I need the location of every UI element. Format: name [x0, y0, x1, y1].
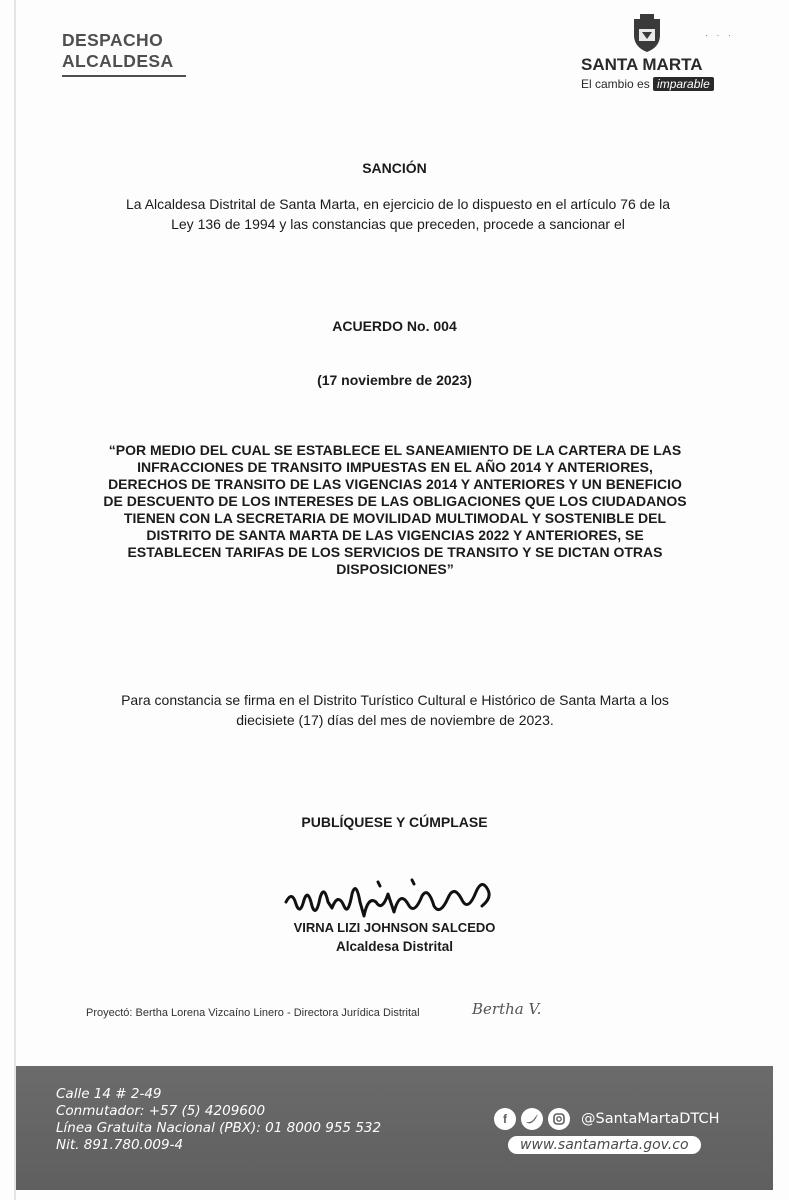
social-handle[interactable]: @SantaMartaDTCH — [581, 1111, 720, 1127]
office-line2: ALCALDESA — [62, 51, 174, 71]
crest-icon — [630, 13, 664, 53]
city-name: SANTA MARTA — [581, 55, 703, 74]
social-row — [494, 1108, 719, 1130]
website-link[interactable]: www.santamarta.gov.co — [508, 1136, 701, 1154]
office-line1: DESPACHO — [62, 30, 164, 50]
scan-specks: · · · — [705, 30, 734, 40]
instagram-icon[interactable] — [548, 1108, 570, 1130]
signer-name-text: VIRNA LIZI JOHNSON SALCEDO — [293, 920, 496, 935]
proyecto-line: Proyectó: Bertha Lorena Vizcaíno Linero - Directora Jurídica Distrital — [86, 1007, 420, 1019]
acuerdo-description: “POR MEDIO DEL CUAL SE ESTABLECE EL SANEAMIENTO DE LA CARTERA DE LAS INFRACCIONES DE TRANSITO IMPUESTAS EN EL AÑO 2014 Y ANTERIORES, DERECHOS DE TRANSITO DE LAS VIGENCIAS 2014 Y ANTERIORES Y UN BENEFICIO DE DESCUENTO DE LOS INTERESES DE LAS OBLIGACIONES QUE LOS CIUDADANOS TIENEN CON LA SECRETARIA DE MOVILIDAD MULTIMODAL Y SOSTENIBLE DEL DISTRITO DE SANTA MARTA DE LAS VIGENCIAS 2022 Y ANTERIORES, SE ESTABLECEN TARIFAS DE LOS SERVICIOS DE TRANSITO Y SE DICTAN OTRAS DISPOSICIONES” — [103, 442, 687, 577]
acuerdo-title: ACUERDO No. 004 — [332, 318, 457, 334]
footer-conmutador: Conmutador: +57 (5) 4209600 — [56, 1103, 266, 1119]
footer-bar — [16, 1066, 773, 1190]
footer-contact — [56, 1086, 381, 1154]
publiquese-heading: PUBLÍQUESE Y CÚMPLASE — [301, 814, 488, 830]
slogan-prefix: El cambio es — [581, 77, 650, 91]
acuerdo-date: (17 noviembre de 2023) — [317, 372, 472, 388]
footer-linea-gratuita: Línea Gratuita Nacional (PBX): 01 8000 955 532 — [56, 1120, 382, 1136]
office-underline — [62, 75, 186, 77]
handwritten-initials: Bertha V. — [472, 1000, 542, 1018]
footer-social — [494, 1108, 719, 1154]
constancia-paragraph: Para constancia se firma en el Distrito Turístico Cultural e Histórico de Santa Marta a los diecisiete (17) días del mes de noviembre de 2023. — [121, 692, 669, 728]
scan-edge — [14, 0, 16, 1200]
facebook-icon[interactable]: f — [494, 1108, 516, 1130]
signer-name — [0, 920, 789, 935]
city-slogan — [581, 77, 714, 91]
office-header — [62, 30, 186, 77]
twitter-icon[interactable] — [521, 1108, 543, 1130]
footer-nit: Nit. 891.780.009-4 — [56, 1137, 184, 1153]
footer-address: Calle 14 # 2-49 — [56, 1086, 162, 1102]
santa-marta-logo — [577, 13, 737, 98]
intro-paragraph: La Alcaldesa Distrital de Santa Marta, en ejercicio de lo dispuesto en el artículo 76 de la Ley 136 de 1994 y las constancias que preceden, procede a sancionar el — [126, 196, 670, 232]
slogan-highlight: imparable — [653, 77, 714, 91]
sancion-title: SANCIÓN — [362, 160, 427, 176]
signer-role: Alcaldesa Distrital — [335, 939, 454, 954]
